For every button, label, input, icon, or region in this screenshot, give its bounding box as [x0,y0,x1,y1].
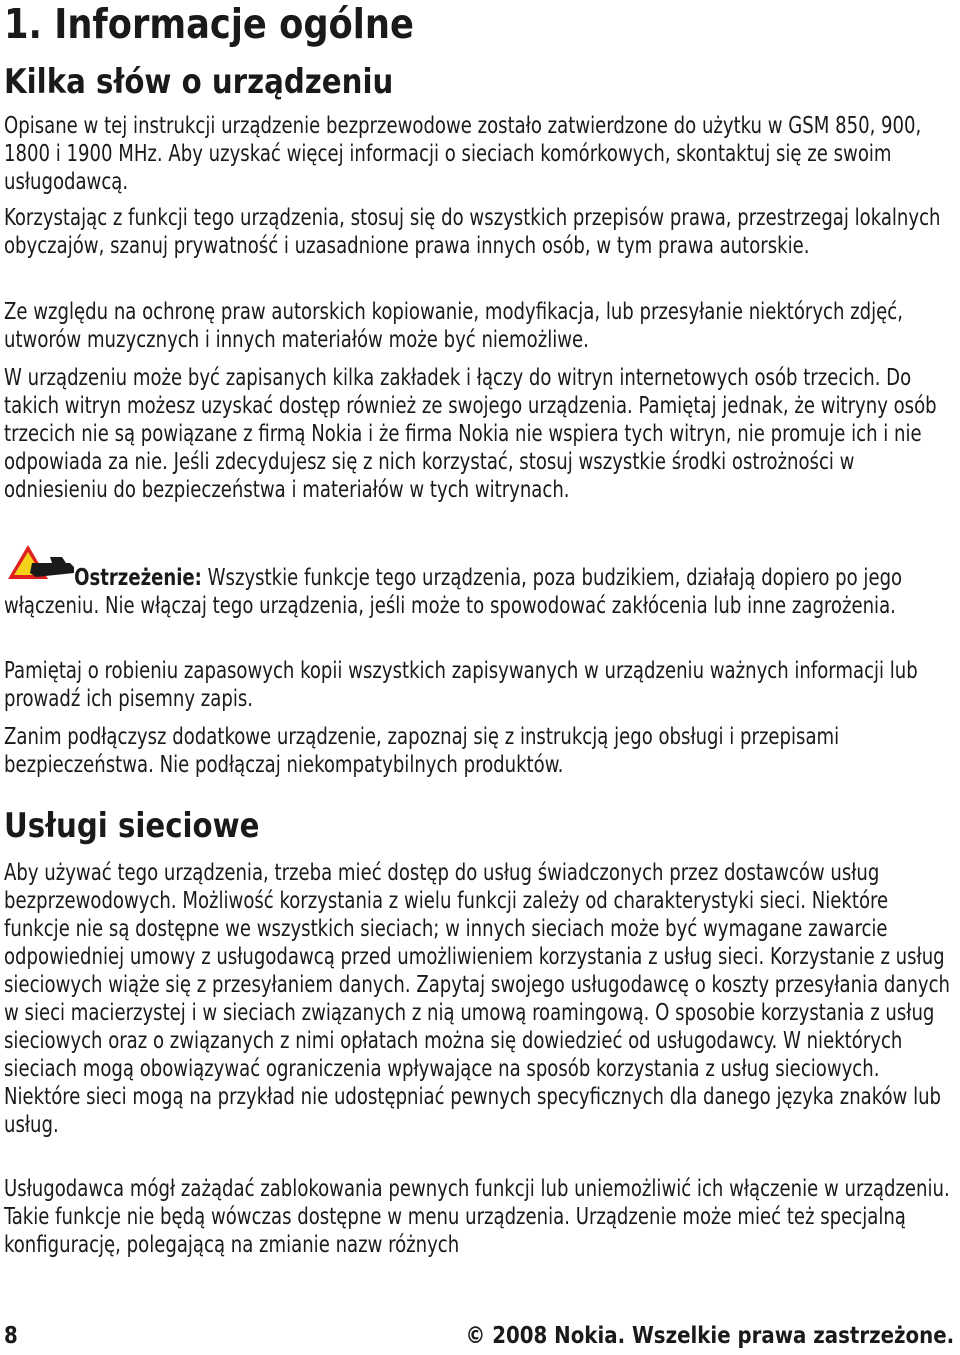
warning-label: Ostrzeżenie: [74,563,202,591]
section-title-network: Usługi sieciowe [4,806,260,846]
warning-paragraph [4,563,953,619]
warning-text: Wszystkie funkcje tego urządzenia, poza budzikiem, działają dopiero po jego włączeniu. Nie włączaj tego urządzenia, jeśli może to spowodować zakłócenia lub inne zagrożenia. [4,563,903,619]
paragraph-provider-restrictions: Usługodawca mógł zażądać zablokowania pewnych funkcji lub uniemożliwić ich włączenie w urządzeniu. Takie funkcje nie będą wówczas dostępne w menu urządzenia. Urządzenie może mieć też specjalną konfigurację, polegającą na zmianie nazw różnych [4,1174,950,1258]
paragraph-copyright: Ze względu na ochronę praw autorskich kopiowanie, modyfikacja, lub przesyłanie niektórych zdjęć, utworów muzycznych i innych materiałów może być niemożliwe. [4,297,903,353]
page-number: 8 [4,1323,18,1349]
paragraph-approval: Opisane w tej instrukcji urządzenie bezprzewodowe zostało zatwierdzone do użytku w GSM 850, 900, 1800 i 1900 MHz. Aby uzyskać więcej informacji o sieciach komórkowych, skontaktuj się ze swoim usługodawcą. [4,111,922,195]
paragraph-network-services: Aby używać tego urządzenia, trzeba mieć dostęp do usług świadczonych przez dostawców usług bezprzewodowych. Możliwość korzystania z wielu funkcji zależy od charakterystyki sieci. Niektóre funkcje nie są dostępne we wszystkich sieciach; w innych sieciach może być wymagane zawarcie odpowiedniej umowy z usługodawcą przed umożliwieniem korzystania z usług sieci. Korzystanie z usług sieciowych wiąże się z przesyłaniem danych. Zapytaj swojego usługodawcę o koszty przesyłania danych w sieci macierzystej i w sieciach związanych z nią umową roamingową. O sposobie korzystania z usług sieciowych oraz o związanych z nimi opłatach można się dowiedzieć od usługodawcy. W niektórych sieciach mogą obowiązywać ograniczenia wpływające na sposób korzystania z usług sieciowych. Niektóre sieci mogą na przykład nie udostępniać pewnych specyficznych dla danego języka znaków lub usług. [4,858,951,1138]
copyright-notice: © 2008 Nokia. Wszelkie prawa zastrzeżone. [465,1323,954,1349]
paragraph-laws: Korzystając z funkcji tego urządzenia, stosuj się do wszystkich przepisów prawa, przestrzegaj lokalnych obyczajów, szanuj prywatność i uzasadnione prawa innych osób, w tym prawa autorskie. [4,203,941,259]
section-title-device: Kilka słów o urządzeniu [4,62,394,102]
paragraph-accessories: Zanim podłączysz dodatkowe urządzenie, zapoznaj się z instrukcją jego obsługi i przepisami bezpieczeństwa. Nie podłączaj niekompatybilnych produktów. [4,722,840,778]
chapter-title: 1. Informacje ogólne [4,0,414,48]
paragraph-backup: Pamiętaj o robieniu zapasowych kopii wszystkich zapisywanych w urządzeniu ważnych informacji lub prowadź ich pisemny zapis. [4,656,918,712]
paragraph-third-party: W urządzeniu może być zapisanych kilka zakładek i łączy do witryn internetowych osób trzecich. Do takich witryn możesz uzyskać dostęp również ze swojego urządzenia. Pamiętaj jednak, że witryny osób trzecich nie są powiązane z firmą Nokia i że firma Nokia nie wspiera tych witryn, nie promuje ich i nie odpowiada za nie. Jeśli zdecydujesz się z nich korzystać, stosuj wszystkie środki ostrożności w odniesieniu do bezpieczeństwa i materiałów w tych witrynach. [4,363,937,503]
